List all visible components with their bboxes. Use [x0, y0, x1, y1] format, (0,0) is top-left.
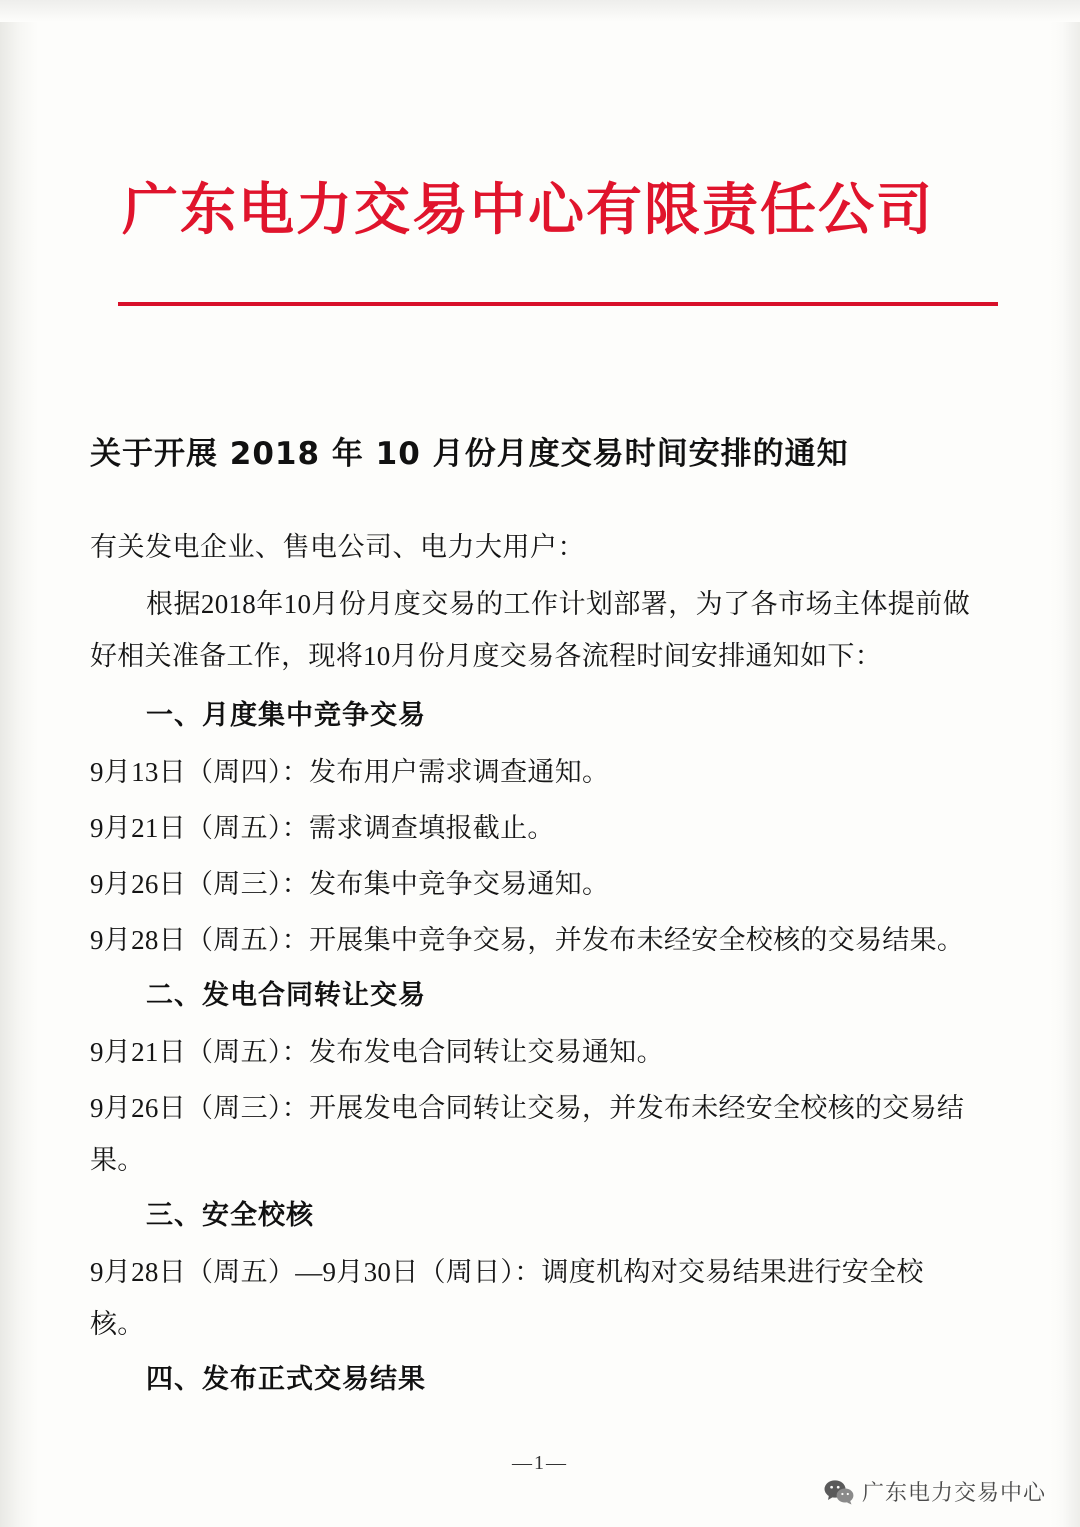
wechat-badge — [824, 1476, 1046, 1507]
salutation: 有关发电企业、售电公司、电力大用户： — [90, 532, 585, 562]
wechat-icon — [824, 1479, 854, 1505]
letterhead-rule — [118, 302, 998, 306]
section-2-item-2: 9月26日（周三）：开展发电合同转让交易，并发布未经安全校核的交易结果。 — [90, 1093, 965, 1175]
section-1-item-2: 9月21日（周五）：需求调查填报截止。 — [90, 813, 555, 843]
section-heading-4: 四、发布正式交易结果 — [146, 1364, 426, 1395]
document-body — [90, 578, 970, 1410]
page-title: 关于开展 2018 年 10 月份月度交易时间安排的通知 — [90, 436, 849, 472]
page-number-value: —1— — [512, 1452, 568, 1474]
document-content — [80, 0, 980, 1527]
intro-paragraph: 根据2018年10月份月度交易的工作计划部署，为了各市场主体提前做好相关准备工作，现将10月份月度交易各流程时间安排通知如下： — [90, 589, 970, 671]
section-heading-2: 二、发电合同转让交易 — [146, 980, 426, 1011]
section-heading-1: 一、月度集中竞争交易 — [146, 700, 426, 731]
wechat-account-name: 广东电力交易中心 — [861, 1480, 1046, 1505]
section-heading-3: 三、安全校核 — [146, 1200, 314, 1231]
section-1-item-1: 9月13日（周四）：发布用户需求调查通知。 — [90, 757, 610, 787]
letterhead — [118, 180, 938, 242]
letterhead-organization: 广东电力交易中心有限责任公司 — [122, 178, 934, 243]
section-1-item-4: 9月28日（周五）：开展集中竞争交易，并发布未经安全校核的交易结果。 — [90, 925, 965, 955]
scan-edge-left — [0, 0, 38, 1527]
scan-edge-right — [1050, 0, 1080, 1527]
section-3-item-1: 9月28日（周五）—9月30日（周日）：调度机构对交易结果进行安全校核。 — [90, 1257, 924, 1339]
page-number — [0, 1452, 1080, 1475]
section-2-item-1: 9月21日（周五）：发布发电合同转让交易通知。 — [90, 1037, 664, 1067]
section-1-item-3: 9月26日（周三）：发布集中竞争交易通知。 — [90, 869, 610, 899]
